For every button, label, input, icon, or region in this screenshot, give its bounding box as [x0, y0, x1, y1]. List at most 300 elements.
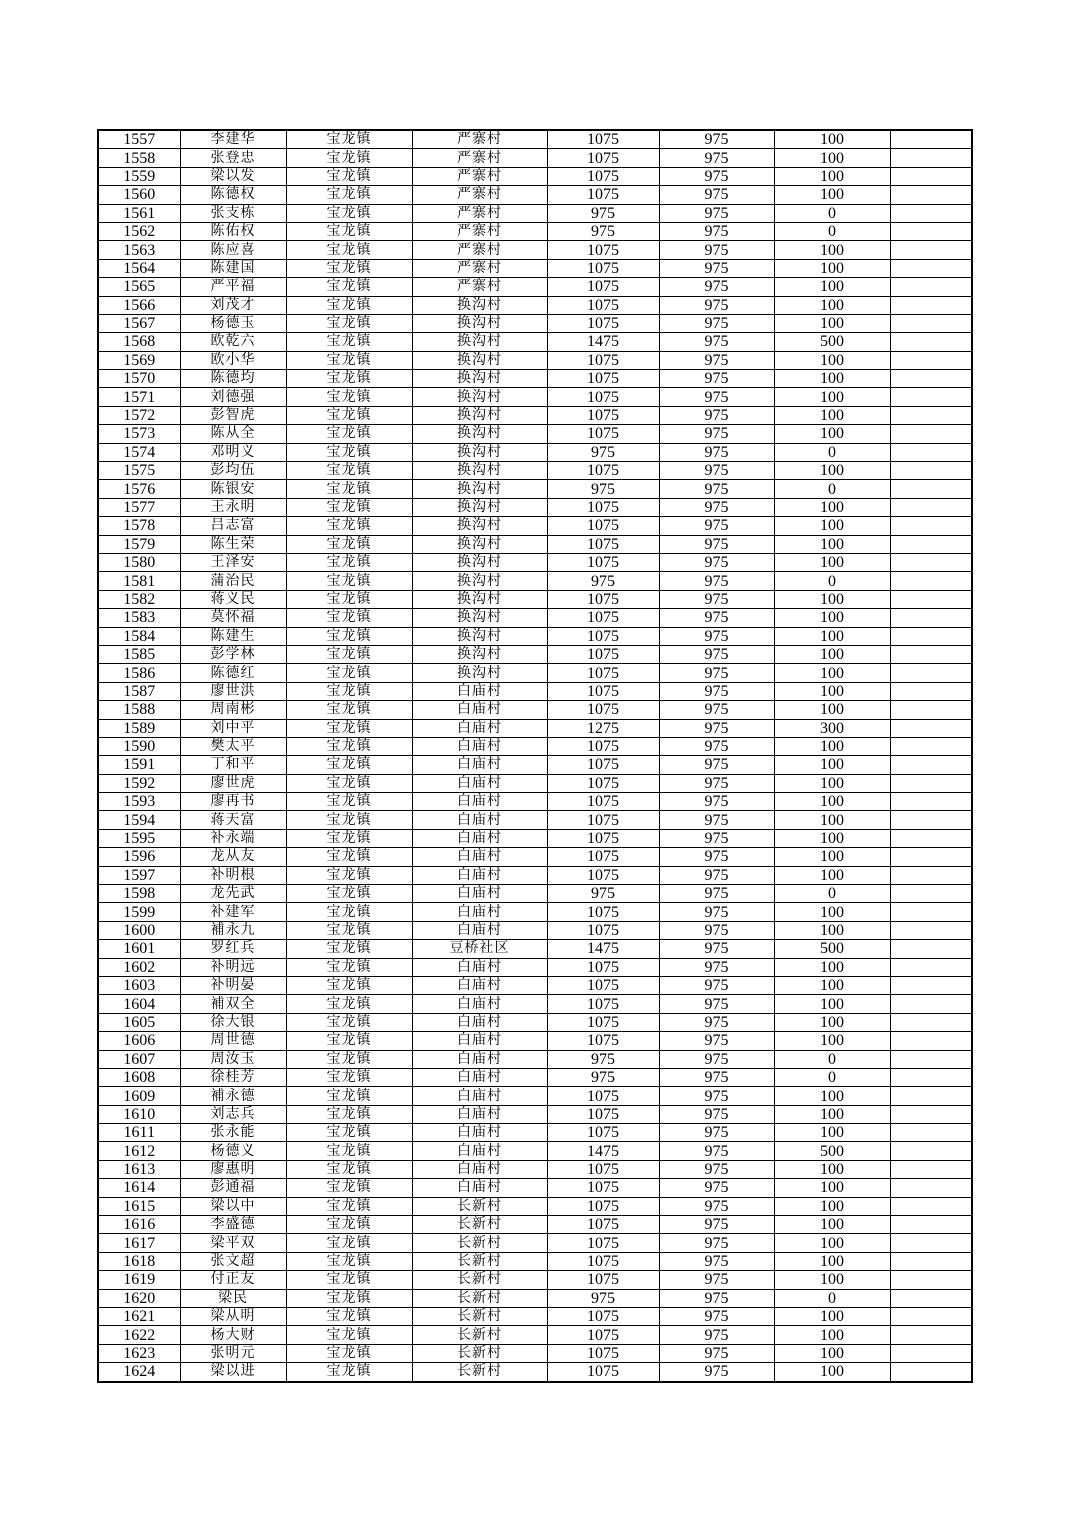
amount-a-cell: 1075 — [547, 535, 659, 553]
name-cell: 徐桂芳 — [180, 1068, 286, 1086]
name-cell: 陈德权 — [180, 186, 286, 204]
amount-b-cell: 975 — [659, 1216, 774, 1234]
town-cell: 宝龙镇 — [286, 866, 412, 884]
table-row — [98, 921, 972, 939]
difference-cell: 100 — [774, 1216, 890, 1234]
village-cell: 白庙村 — [412, 866, 547, 884]
name-cell: 杨德玉 — [180, 314, 286, 332]
amount-a-cell: 1475 — [547, 940, 659, 958]
amount-b-cell: 975 — [659, 793, 774, 811]
row-number: 1560 — [98, 186, 180, 204]
village-cell: 换沟村 — [412, 553, 547, 571]
name-cell: 欧乾六 — [180, 333, 286, 351]
village-cell: 换沟村 — [412, 443, 547, 461]
difference-cell: 100 — [774, 1087, 890, 1105]
amount-a-cell: 975 — [547, 1068, 659, 1086]
row-number: 1597 — [98, 866, 180, 884]
table-row — [98, 443, 972, 461]
row-number: 1563 — [98, 241, 180, 259]
row-number: 1559 — [98, 167, 180, 185]
town-cell: 宝龙镇 — [286, 921, 412, 939]
remark-cell — [890, 885, 972, 903]
difference-cell: 100 — [774, 553, 890, 571]
amount-a-cell: 1075 — [547, 1252, 659, 1270]
row-number: 1593 — [98, 793, 180, 811]
amount-b-cell: 975 — [659, 1032, 774, 1050]
name-cell: 刘中平 — [180, 719, 286, 737]
row-number: 1613 — [98, 1160, 180, 1178]
difference-cell: 0 — [774, 222, 890, 240]
remark-cell — [890, 296, 972, 314]
village-cell: 白庙村 — [412, 995, 547, 1013]
name-cell: 张明元 — [180, 1344, 286, 1362]
name-cell: 陈建生 — [180, 627, 286, 645]
table-row — [98, 462, 972, 480]
village-cell: 长新村 — [412, 1289, 547, 1307]
town-cell: 宝龙镇 — [286, 848, 412, 866]
town-cell: 宝龙镇 — [286, 1160, 412, 1178]
amount-b-cell: 975 — [659, 1179, 774, 1197]
remark-cell — [890, 241, 972, 259]
difference-cell: 100 — [774, 1271, 890, 1289]
table-row — [98, 793, 972, 811]
amount-b-cell: 975 — [659, 259, 774, 277]
row-number: 1588 — [98, 701, 180, 719]
town-cell: 宝龙镇 — [286, 517, 412, 535]
remark-cell — [890, 498, 972, 516]
row-number: 1580 — [98, 553, 180, 571]
amount-a-cell: 1075 — [547, 388, 659, 406]
table-row — [98, 627, 972, 645]
name-cell: 刘志兵 — [180, 1105, 286, 1123]
amount-a-cell: 1075 — [547, 406, 659, 424]
name-cell: 补建军 — [180, 903, 286, 921]
table-row — [98, 480, 972, 498]
row-number: 1602 — [98, 958, 180, 976]
remark-cell — [890, 130, 972, 149]
amount-b-cell: 975 — [659, 462, 774, 480]
table-row — [98, 609, 972, 627]
remark-cell — [890, 186, 972, 204]
remark-cell — [890, 222, 972, 240]
remark-cell — [890, 737, 972, 755]
difference-cell: 100 — [774, 406, 890, 424]
amount-a-cell: 1075 — [547, 1308, 659, 1326]
remark-cell — [890, 1050, 972, 1068]
table-row — [98, 1326, 972, 1344]
name-cell: 徐大银 — [180, 1013, 286, 1031]
remark-cell — [890, 1289, 972, 1307]
amount-a-cell: 975 — [547, 885, 659, 903]
town-cell: 宝龙镇 — [286, 425, 412, 443]
row-number: 1609 — [98, 1087, 180, 1105]
difference-cell: 100 — [774, 1179, 890, 1197]
amount-a-cell: 1075 — [547, 995, 659, 1013]
difference-cell: 100 — [774, 498, 890, 516]
amount-b-cell: 975 — [659, 1068, 774, 1086]
village-cell: 严寨村 — [412, 186, 547, 204]
town-cell: 宝龙镇 — [286, 682, 412, 700]
name-cell: 彭智虎 — [180, 406, 286, 424]
name-cell: 邓明义 — [180, 443, 286, 461]
town-cell: 宝龙镇 — [286, 572, 412, 590]
remark-cell — [890, 609, 972, 627]
row-number: 1572 — [98, 406, 180, 424]
amount-b-cell: 975 — [659, 314, 774, 332]
table-row — [98, 370, 972, 388]
table-row — [98, 1105, 972, 1123]
remark-cell — [890, 1216, 972, 1234]
town-cell: 宝龙镇 — [286, 259, 412, 277]
village-cell: 严寨村 — [412, 204, 547, 222]
table-row — [98, 848, 972, 866]
town-cell: 宝龙镇 — [286, 885, 412, 903]
row-number: 1598 — [98, 885, 180, 903]
town-cell: 宝龙镇 — [286, 1179, 412, 1197]
row-number: 1583 — [98, 609, 180, 627]
amount-a-cell: 1075 — [547, 1197, 659, 1215]
remark-cell — [890, 903, 972, 921]
remark-cell — [890, 370, 972, 388]
table-row — [98, 241, 972, 259]
name-cell: 周世德 — [180, 1032, 286, 1050]
difference-cell: 100 — [774, 1363, 890, 1382]
name-cell: 李盛德 — [180, 1216, 286, 1234]
amount-b-cell: 975 — [659, 921, 774, 939]
village-cell: 换沟村 — [412, 314, 547, 332]
difference-cell: 100 — [774, 351, 890, 369]
table-row — [98, 1179, 972, 1197]
amount-b-cell: 975 — [659, 167, 774, 185]
amount-b-cell: 975 — [659, 186, 774, 204]
table-row — [98, 1050, 972, 1068]
amount-a-cell: 975 — [547, 1050, 659, 1068]
amount-a-cell: 1075 — [547, 1271, 659, 1289]
table-row — [98, 222, 972, 240]
amount-a-cell: 1075 — [547, 664, 659, 682]
row-number: 1558 — [98, 149, 180, 167]
row-number: 1564 — [98, 259, 180, 277]
amount-b-cell: 975 — [659, 204, 774, 222]
village-cell: 换沟村 — [412, 406, 547, 424]
amount-b-cell: 975 — [659, 370, 774, 388]
village-cell: 白庙村 — [412, 1142, 547, 1160]
row-number: 1587 — [98, 682, 180, 700]
table-row — [98, 829, 972, 847]
town-cell: 宝龙镇 — [286, 535, 412, 553]
amount-a-cell: 1075 — [547, 645, 659, 663]
remark-cell — [890, 1124, 972, 1142]
amount-a-cell: 1075 — [547, 462, 659, 480]
name-cell: 补明晏 — [180, 976, 286, 994]
table-row — [98, 553, 972, 571]
village-cell: 严寨村 — [412, 149, 547, 167]
amount-a-cell: 1075 — [547, 811, 659, 829]
remark-cell — [890, 995, 972, 1013]
name-cell: 严平福 — [180, 278, 286, 296]
remark-cell — [890, 976, 972, 994]
name-cell: 李建华 — [180, 130, 286, 149]
difference-cell: 100 — [774, 462, 890, 480]
row-number: 1565 — [98, 278, 180, 296]
amount-b-cell: 975 — [659, 1197, 774, 1215]
difference-cell: 100 — [774, 259, 890, 277]
remark-cell — [890, 1344, 972, 1362]
name-cell: 张登忠 — [180, 149, 286, 167]
row-number: 1573 — [98, 425, 180, 443]
village-cell: 换沟村 — [412, 296, 547, 314]
records-sheet — [97, 129, 973, 1383]
name-cell: 梁从明 — [180, 1308, 286, 1326]
remark-cell — [890, 406, 972, 424]
name-cell: 陈生荣 — [180, 535, 286, 553]
table-row — [98, 976, 972, 994]
town-cell: 宝龙镇 — [286, 645, 412, 663]
amount-a-cell: 1075 — [547, 958, 659, 976]
difference-cell: 100 — [774, 976, 890, 994]
table-row — [98, 1160, 972, 1178]
town-cell: 宝龙镇 — [286, 811, 412, 829]
amount-b-cell: 975 — [659, 885, 774, 903]
village-cell: 白庙村 — [412, 719, 547, 737]
table-row — [98, 406, 972, 424]
amount-b-cell: 975 — [659, 903, 774, 921]
difference-cell: 0 — [774, 480, 890, 498]
remark-cell — [890, 1252, 972, 1270]
remark-cell — [890, 590, 972, 608]
amount-b-cell: 975 — [659, 976, 774, 994]
table-row — [98, 167, 972, 185]
village-cell: 长新村 — [412, 1216, 547, 1234]
table-row — [98, 351, 972, 369]
amount-a-cell: 1075 — [547, 1124, 659, 1142]
table-row — [98, 333, 972, 351]
table-row — [98, 756, 972, 774]
name-cell: 補永德 — [180, 1087, 286, 1105]
difference-cell: 0 — [774, 1050, 890, 1068]
difference-cell: 100 — [774, 774, 890, 792]
name-cell: 陈银安 — [180, 480, 286, 498]
remark-cell — [890, 940, 972, 958]
village-cell: 白庙村 — [412, 903, 547, 921]
row-number: 1557 — [98, 130, 180, 149]
remark-cell — [890, 1013, 972, 1031]
village-cell: 白庙村 — [412, 1105, 547, 1123]
amount-a-cell: 1075 — [547, 259, 659, 277]
difference-cell: 100 — [774, 278, 890, 296]
remark-cell — [890, 829, 972, 847]
difference-cell: 100 — [774, 425, 890, 443]
amount-b-cell: 975 — [659, 756, 774, 774]
amount-a-cell: 1475 — [547, 333, 659, 351]
name-cell: 彭学林 — [180, 645, 286, 663]
difference-cell: 100 — [774, 1124, 890, 1142]
amount-b-cell: 975 — [659, 1013, 774, 1031]
amount-a-cell: 1075 — [547, 167, 659, 185]
amount-a-cell: 1075 — [547, 1160, 659, 1178]
table-row — [98, 737, 972, 755]
difference-cell: 100 — [774, 627, 890, 645]
remark-cell — [890, 1142, 972, 1160]
remark-cell — [890, 149, 972, 167]
table-row — [98, 1271, 972, 1289]
remark-cell — [890, 1068, 972, 1086]
row-number: 1604 — [98, 995, 180, 1013]
town-cell: 宝龙镇 — [286, 774, 412, 792]
village-cell: 换沟村 — [412, 590, 547, 608]
village-cell: 长新村 — [412, 1252, 547, 1270]
town-cell: 宝龙镇 — [286, 351, 412, 369]
name-cell: 陈建国 — [180, 259, 286, 277]
difference-cell: 0 — [774, 443, 890, 461]
row-number: 1600 — [98, 921, 180, 939]
remark-cell — [890, 1308, 972, 1326]
amount-b-cell: 975 — [659, 664, 774, 682]
remark-cell — [890, 443, 972, 461]
remark-cell — [890, 204, 972, 222]
town-cell: 宝龙镇 — [286, 1087, 412, 1105]
amount-b-cell: 975 — [659, 1050, 774, 1068]
name-cell: 陈德均 — [180, 370, 286, 388]
row-number: 1605 — [98, 1013, 180, 1031]
village-cell: 长新村 — [412, 1363, 547, 1382]
difference-cell: 0 — [774, 1289, 890, 1307]
row-number: 1568 — [98, 333, 180, 351]
amount-a-cell: 1075 — [547, 278, 659, 296]
table-row — [98, 664, 972, 682]
village-cell: 白庙村 — [412, 921, 547, 939]
row-number: 1610 — [98, 1105, 180, 1123]
amount-b-cell: 975 — [659, 1363, 774, 1382]
amount-b-cell: 975 — [659, 627, 774, 645]
row-number: 1617 — [98, 1234, 180, 1252]
row-number: 1567 — [98, 314, 180, 332]
difference-cell: 100 — [774, 645, 890, 663]
difference-cell: 100 — [774, 958, 890, 976]
difference-cell: 100 — [774, 1105, 890, 1123]
table-body — [98, 130, 972, 1382]
town-cell: 宝龙镇 — [286, 553, 412, 571]
remark-cell — [890, 388, 972, 406]
village-cell: 长新村 — [412, 1197, 547, 1215]
amount-a-cell: 1075 — [547, 1216, 659, 1234]
table-row — [98, 719, 972, 737]
row-number: 1607 — [98, 1050, 180, 1068]
difference-cell: 100 — [774, 921, 890, 939]
amount-a-cell: 1075 — [547, 1363, 659, 1382]
amount-a-cell: 1075 — [547, 829, 659, 847]
amount-b-cell: 975 — [659, 940, 774, 958]
town-cell: 宝龙镇 — [286, 1308, 412, 1326]
amount-b-cell: 975 — [659, 719, 774, 737]
amount-a-cell: 1275 — [547, 719, 659, 737]
amount-b-cell: 975 — [659, 995, 774, 1013]
name-cell: 周汝玉 — [180, 1050, 286, 1068]
name-cell: 陈德红 — [180, 664, 286, 682]
remark-cell — [890, 1271, 972, 1289]
table-row — [98, 774, 972, 792]
difference-cell: 100 — [774, 130, 890, 149]
town-cell: 宝龙镇 — [286, 1234, 412, 1252]
village-cell: 白庙村 — [412, 793, 547, 811]
town-cell: 宝龙镇 — [286, 1271, 412, 1289]
difference-cell: 100 — [774, 388, 890, 406]
name-cell: 梁以发 — [180, 167, 286, 185]
difference-cell: 0 — [774, 1068, 890, 1086]
row-number: 1589 — [98, 719, 180, 737]
amount-b-cell: 975 — [659, 572, 774, 590]
amount-a-cell: 1075 — [547, 682, 659, 700]
row-number: 1562 — [98, 222, 180, 240]
amount-a-cell: 1075 — [547, 351, 659, 369]
difference-cell: 100 — [774, 535, 890, 553]
town-cell: 宝龙镇 — [286, 627, 412, 645]
town-cell: 宝龙镇 — [286, 719, 412, 737]
amount-a-cell: 1075 — [547, 1179, 659, 1197]
row-number: 1575 — [98, 462, 180, 480]
amount-b-cell: 975 — [659, 443, 774, 461]
row-number: 1618 — [98, 1252, 180, 1270]
town-cell: 宝龙镇 — [286, 1142, 412, 1160]
row-number: 1608 — [98, 1068, 180, 1086]
town-cell: 宝龙镇 — [286, 958, 412, 976]
amount-a-cell: 1075 — [547, 517, 659, 535]
row-number: 1578 — [98, 517, 180, 535]
name-cell: 梁以中 — [180, 1197, 286, 1215]
amount-a-cell: 1075 — [547, 793, 659, 811]
amount-a-cell: 1075 — [547, 296, 659, 314]
row-number: 1599 — [98, 903, 180, 921]
remark-cell — [890, 314, 972, 332]
difference-cell: 100 — [774, 756, 890, 774]
amount-a-cell: 1075 — [547, 553, 659, 571]
town-cell: 宝龙镇 — [286, 204, 412, 222]
name-cell: 梁平双 — [180, 1234, 286, 1252]
town-cell: 宝龙镇 — [286, 388, 412, 406]
table-row — [98, 535, 972, 553]
amount-b-cell: 975 — [659, 848, 774, 866]
name-cell: 张支栋 — [180, 204, 286, 222]
village-cell: 换沟村 — [412, 498, 547, 516]
row-number: 1606 — [98, 1032, 180, 1050]
name-cell: 刘茂才 — [180, 296, 286, 314]
difference-cell: 100 — [774, 609, 890, 627]
remark-cell — [890, 756, 972, 774]
amount-a-cell: 1075 — [547, 737, 659, 755]
remark-cell — [890, 1160, 972, 1178]
row-number: 1612 — [98, 1142, 180, 1160]
remark-cell — [890, 958, 972, 976]
village-cell: 换沟村 — [412, 645, 547, 663]
remark-cell — [890, 866, 972, 884]
village-cell: 白庙村 — [412, 756, 547, 774]
table-row — [98, 811, 972, 829]
name-cell: 王泽安 — [180, 553, 286, 571]
name-cell: 蒲治民 — [180, 572, 286, 590]
amount-a-cell: 1075 — [547, 1344, 659, 1362]
difference-cell: 100 — [774, 1013, 890, 1031]
amount-b-cell: 975 — [659, 480, 774, 498]
row-number: 1621 — [98, 1308, 180, 1326]
difference-cell: 300 — [774, 719, 890, 737]
town-cell: 宝龙镇 — [286, 498, 412, 516]
table-row — [98, 903, 972, 921]
amount-b-cell: 975 — [659, 866, 774, 884]
difference-cell: 100 — [774, 186, 890, 204]
village-cell: 白庙村 — [412, 1124, 547, 1142]
remark-cell — [890, 664, 972, 682]
name-cell: 王永明 — [180, 498, 286, 516]
